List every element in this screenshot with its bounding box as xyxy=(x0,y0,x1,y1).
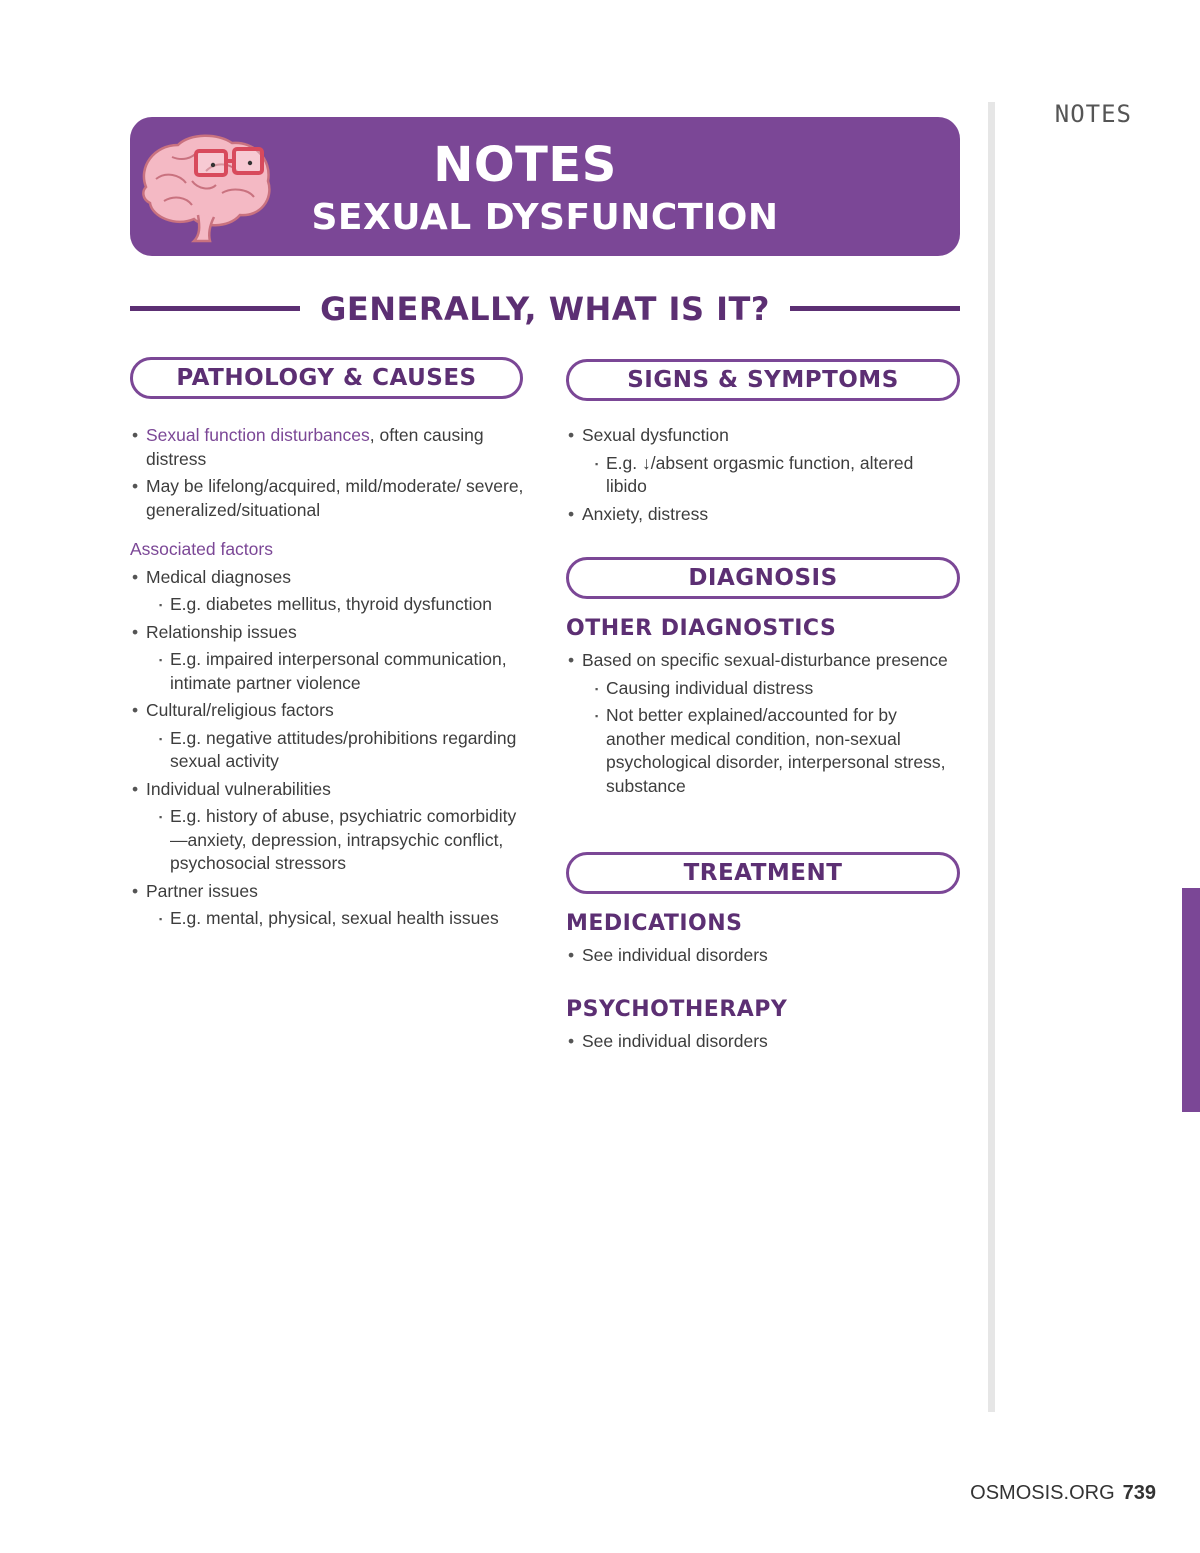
footer-site: OSMOSIS.ORG xyxy=(970,1482,1115,1504)
list-item: • Medical diagnoses xyxy=(130,566,525,590)
other-diagnostics-heading: OTHER DIAGNOSTICS xyxy=(566,616,837,641)
diagnosis-heading: DIAGNOSIS xyxy=(688,565,838,591)
pathology-heading-pill xyxy=(130,357,523,399)
diagnosis-heading-pill xyxy=(566,557,960,599)
signs-heading: SIGNS & SYMPTOMS xyxy=(627,367,899,393)
title-banner xyxy=(130,117,960,256)
list-item: • Cultural/religious factors xyxy=(130,699,525,723)
signs-column xyxy=(566,424,956,530)
list-subitem: ▪ E.g. ↓/absent orgasmic function, altered libido xyxy=(594,452,956,499)
side-tab xyxy=(1182,888,1200,1112)
section-heading-text: GENERALLY, WHAT IS IT? xyxy=(320,290,770,328)
list-item: • Partner issues xyxy=(130,880,525,904)
list-item: • Sexual dysfunction xyxy=(566,424,956,448)
vertical-divider xyxy=(988,102,995,1412)
list-subitem: ▪ Not better explained/accounted for by another medical condition, non-sexual psychological disorder, interpersonal stress, substance xyxy=(594,704,956,798)
list-subitem: ▪ E.g. impaired interpersonal communication, intimate partner violence xyxy=(158,648,525,695)
associated-factors-heading: Associated factors xyxy=(130,539,273,559)
psychotherapy-heading: PSYCHOTHERAPY xyxy=(566,997,788,1022)
list-item: • See individual disorders xyxy=(566,1030,956,1054)
medications-heading: MEDICATIONS xyxy=(566,911,743,936)
list-subitem: ▪ E.g. mental, physical, sexual health issues xyxy=(158,907,525,931)
psychotherapy-column xyxy=(566,1030,956,1058)
page-number: 739 xyxy=(1122,1482,1156,1504)
list-item-text: , often causing distress xyxy=(146,425,484,469)
page-footer xyxy=(970,1482,1156,1505)
list-subitem: ▪ E.g. history of abuse, psychiatric comorbidity—anxiety, depression, intrapsychic conflict, psychosocial stressors xyxy=(158,805,525,876)
list-item: • Relationship issues xyxy=(130,621,525,645)
banner-title: NOTES xyxy=(433,137,617,193)
side-notes-label: NOTES xyxy=(1054,100,1132,128)
signs-heading-pill xyxy=(566,359,960,401)
pathology-heading: PATHOLOGY & CAUSES xyxy=(176,365,477,391)
list-item: • Individual vulnerabilities xyxy=(130,778,525,802)
banner-subtitle: SEXUAL DYSFUNCTION xyxy=(311,197,779,238)
pathology-column xyxy=(130,424,525,935)
section-heading xyxy=(130,290,960,330)
list-item: • May be lifelong/acquired, mild/moderate/ severe, generalized/situational xyxy=(130,475,525,522)
list-item: • Anxiety, distress xyxy=(566,503,956,527)
list-item: • Based on specific sexual-disturbance presence xyxy=(566,649,956,673)
list-item: • See individual disorders xyxy=(566,944,956,968)
list-subitem: ▪ E.g. diabetes mellitus, thyroid dysfunction xyxy=(158,593,525,617)
list-subitem: ▪ E.g. negative attitudes/prohibitions regarding sexual activity xyxy=(158,727,525,774)
list-item xyxy=(130,424,525,471)
diagnosis-column xyxy=(566,649,956,802)
medications-column xyxy=(566,944,956,972)
list-subitem: ▪ Causing individual distress xyxy=(594,677,956,701)
highlight-term: Sexual function disturbances xyxy=(146,425,370,445)
treatment-heading-pill xyxy=(566,852,960,894)
treatment-heading: TREATMENT xyxy=(683,860,843,886)
